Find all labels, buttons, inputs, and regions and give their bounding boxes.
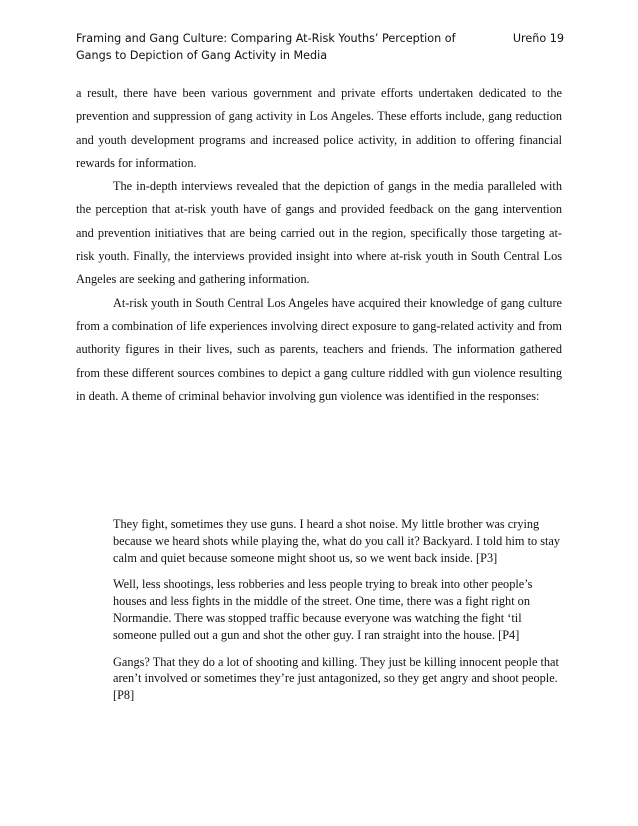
paragraph-interviews: The in-depth interviews revealed that the depiction of gangs in the media paralleled with the perception that at-risk youth have of gangs and provided feedback on the gang intervention and prevention initiatives that are being carried out in the region, specifically those targeting at-risk youth. Finally, the interviews provided insight into where at-risk youth in South Central Los Angeles are seeking and gathering information.	[76, 179, 562, 287]
paragraph-gang-culture: At-risk youth in South Central Los Angeles have acquired their knowledge of gang culture from a combination of life experiences involving direct exposure to gang-related activity and from authority figures in their lives, such as parents, teachers and friends. The information gathered from these different sources combines to depict a gang culture riddled with gun violence resulting in death. A theme of criminal behavior involving gun violence was identified in the responses:	[76, 295, 562, 403]
block-quote-p4: Well, less shootings, less robberies and less people trying to break into other people’s houses and less fights in the middle of the street. One time, there was a fight right on Normandie. There was stopped traffic because everyone was watching the fight ‘til someone pulled out a gun and shot the other guy. I ran straight into the house. [P4]	[113, 577, 533, 642]
paragraph-continuation: a result, there have been various government and private efforts undertaken dedicated to the prevention and suppression of gang activity in Los Angeles. These efforts include, gang reduction and youth development programs and increased police activity, in addition to offering financial rewards for information.	[76, 86, 562, 170]
block-quote-p8: Gangs? That they do a lot of shooting and killing. They just be killing innocent people that aren’t involved or sometimes they’re just antagonized, so they get angry and shoot people. [P8]	[113, 654, 559, 703]
block-quote-p3: They fight, sometimes they use guns. I heard a shot noise. My little brother was crying because we heard shots while playing the, what do you call it? Backyard. I told him to stay calm and quiet because someone might shoot us, so we went back inside. [P3]	[113, 517, 561, 565]
body-text	[76, 82, 562, 408]
header-title: Framing and Gang Culture: Comparing At-Risk Youths’ Perception of Gangs to Depiction of Gang Activity in Media	[76, 32, 456, 62]
header-page-label: Ureño 19	[512, 32, 564, 45]
block-quotes	[113, 516, 565, 714]
